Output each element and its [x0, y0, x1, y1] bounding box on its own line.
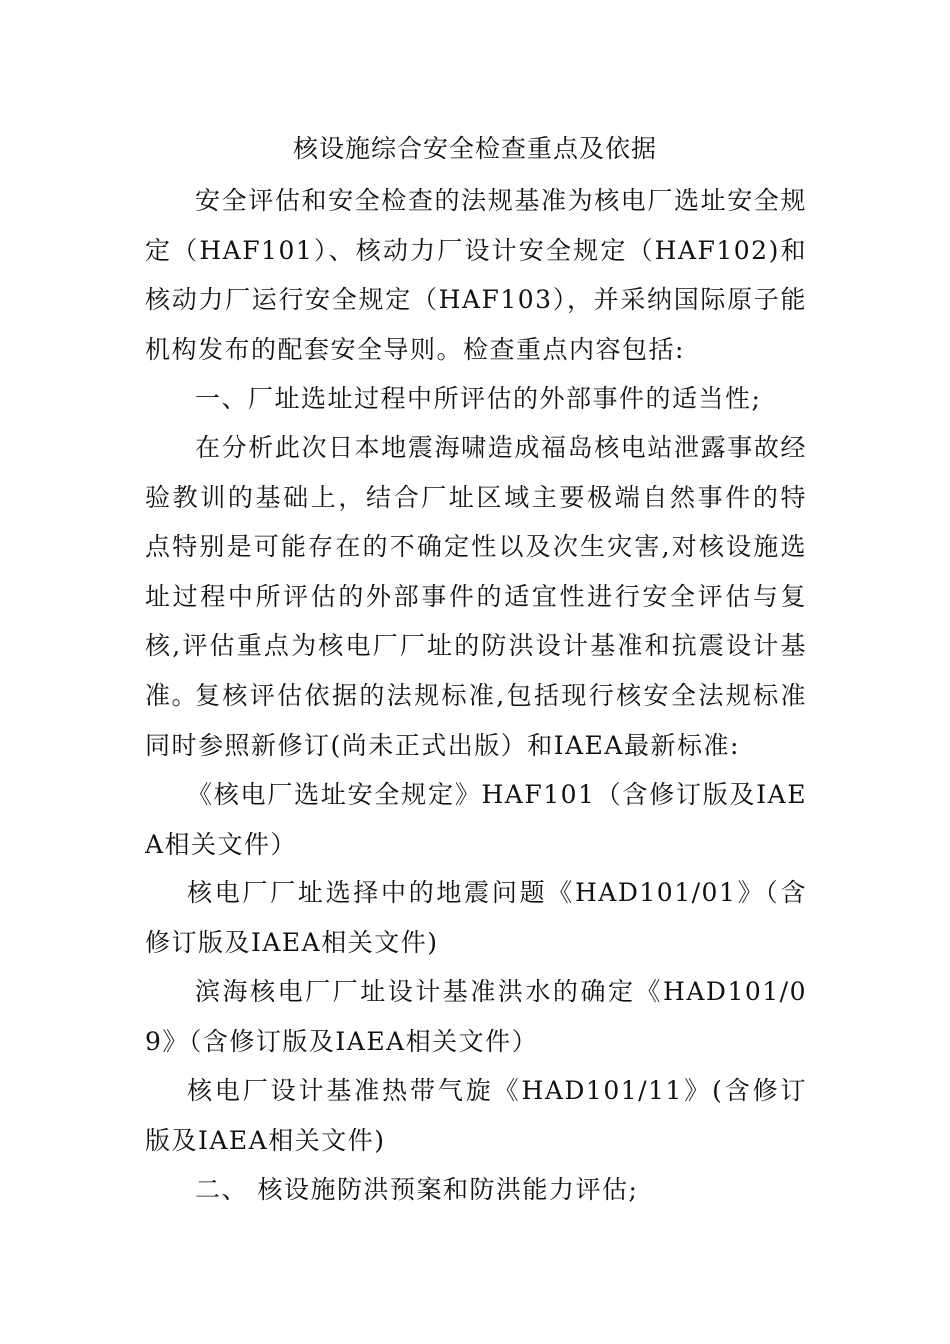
paragraph-analysis: 在分析此次日本地震海啸造成福岛核电站泄露事故经验教训的基础上，结合厂址区域主要极端自然事件的特点特别是可能存在的不确定性以及次生灾害,对核设施选址过程中所评估的外部事件的适宜性进行安全评估与复核,评估重点为核电厂厂址的防洪设计基准和抗震设计基准。 [145, 433, 807, 710]
paragraph-review-basis: 复核评估依据的法规标准,包括现行核安全法规标准同时参照新修订(尚未正式出版）和IAEA最新标准: [145, 681, 807, 760]
paragraph-reference-had101-11: 核电厂设计基准热带气旋《HAD101/11》(含修订版及IAEA相关文件) [145, 1076, 807, 1155]
paragraph-reference-haf101: 《核电厂选址安全规定》HAF101（含修订版及IAEA相关文件） [145, 780, 807, 859]
paragraph-item-one-heading: 一、厂址选址过程中所评估的外部事件的适当性; [195, 384, 762, 413]
document-title: 核设施综合安全检查重点及依据 [292, 134, 657, 163]
paragraph-reference-had101-09: 滨海核电厂厂址设计基准洪水的确定《HAD101/09》（含修订版及IAEA相关文件） [145, 977, 807, 1056]
paragraph-reference-had101-01: 核电厂厂址选择中的地震问题《HAD101/01》（含修订版及IAEA相关文件) [145, 878, 807, 957]
paragraph-item-two-heading: 二、 核设施防洪预案和防洪能力评估; [195, 1175, 639, 1204]
paragraph-intro: 安全评估和安全检查的法规基准为核电厂选址安全规定（HAF101）、核动力厂设计安全规定（HAF102)和核动力厂运行安全规定（HAF103），并采纳国际原子能机构发布的配套安全导则。检查重点内容包括: [145, 186, 807, 364]
